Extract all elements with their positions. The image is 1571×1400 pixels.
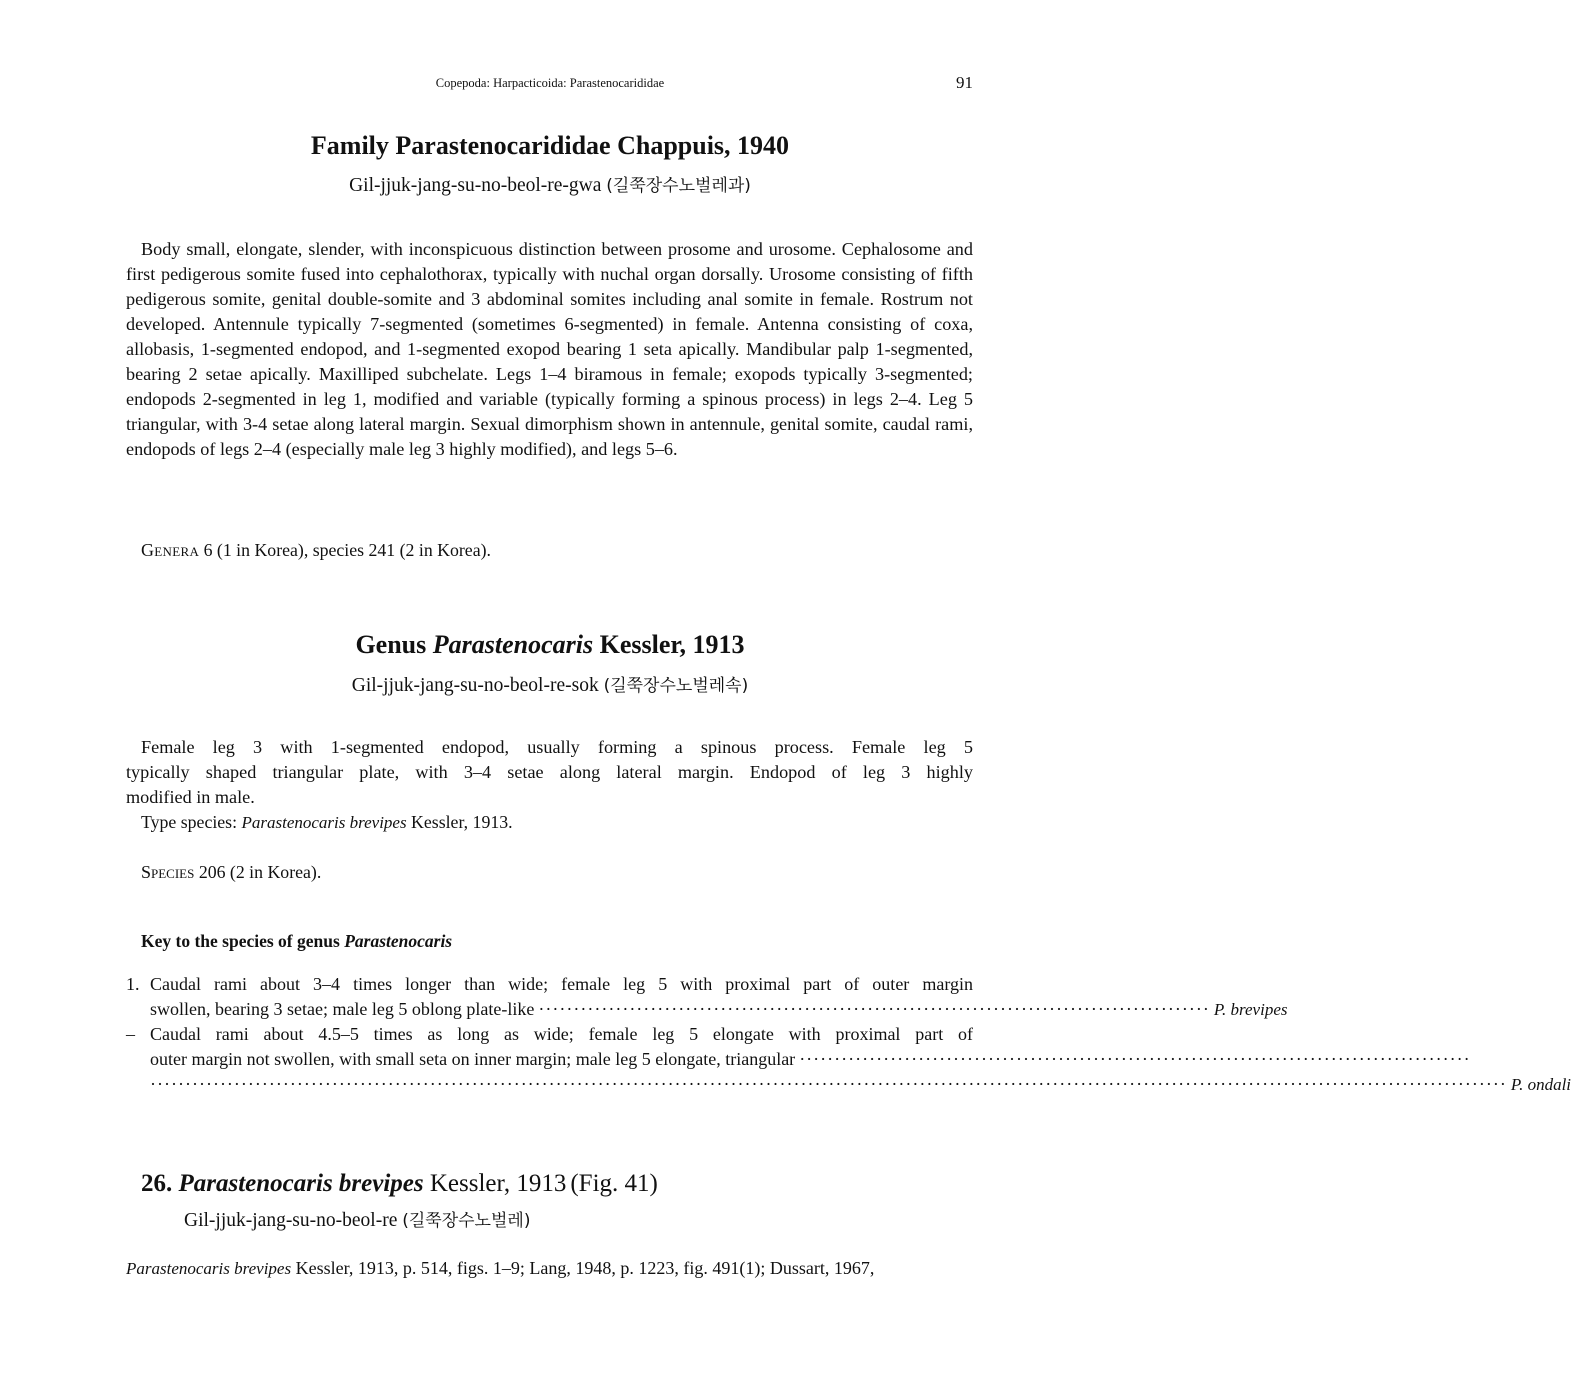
family-title: Family Parastenocarididae Chappuis, 1940 [310, 131, 790, 160]
key-destination-1: P. brevipes [1213, 1000, 1288, 1019]
family-korean-hangul: (길쭉장수노벌레과) [606, 176, 751, 196]
type-species-author: Kessler, 1913. [411, 812, 513, 832]
page-number: 91 [956, 73, 973, 92]
key-leader-dots: ································································································ [538, 999, 1210, 1019]
genera-text: 6 (1 in Korea), species 241 (2 in Korea). [203, 540, 491, 560]
key-leader-dots: ·································································································································································································· [150, 1074, 1507, 1094]
family-korean-romanized: Gil-jjuk-jang-su-no-beol-re-gwa [349, 175, 602, 196]
species-count [141, 860, 321, 885]
genus-description-line-2: typically shaped triangular plate, with 3–4 setae along lateral margin. Endopod of leg 3 highly [126, 762, 973, 782]
type-species-label: Type species: [141, 812, 238, 832]
genus-description [126, 735, 973, 810]
genus-korean-name [0, 671, 1100, 697]
key-heading-genus: Parastenocaris [344, 931, 453, 951]
species-count-text: 206 (2 in Korea). [198, 862, 322, 882]
species-number: 26. [141, 1170, 173, 1197]
key-entry-1-line-2: swollen, bearing 3 setae; male leg 5 oblong plate-like [150, 999, 535, 1019]
key-heading: Key to the species of genus Parastenocaris [141, 931, 453, 951]
key-leader-dots: ································································································ [799, 1049, 1471, 1069]
key-entry-2 [126, 1022, 1571, 1097]
species-figure-ref: (Fig. 41) [570, 1170, 658, 1197]
type-species [141, 810, 513, 835]
genera-count [141, 538, 491, 564]
key-entry-2-line-1: Caudal rami about 4.5–5 times as long as wide; female leg 5 elongate with proximal part of [150, 1024, 973, 1044]
species-name: Parastenocaris brevipes [178, 1170, 424, 1197]
running-head: Copepoda: Harpacticoida: Parastenocarididae [435, 76, 665, 90]
species-author: Kessler, 1913 [429, 1170, 567, 1197]
key-entry-2-line-2: outer margin not swollen, with small seta on inner margin; male leg 5 elongate, triangular [150, 1049, 796, 1069]
key-entry-1 [126, 972, 1288, 1022]
family-description-text: Body small, elongate, slender, with inconspicuous distinction between prosome and urosome. Cephalosome and first pedigerous somite fused into cephalothorax, typically with nuchal organ dorsally. Urosome consisting of fifth pedigerous somite, genital double-somite and 3 abdominal somites including anal somite in female. Rostrum not developed. Antennule typically 7-segmented (sometimes 6-segmented) in female. Antenna consisting of coxa, allobasis, 1-segmented endopod, and 1-segmented exopod bearing 1 seta apically. Mandibular palp 1-segmented, bearing 2 setae apically. Maxilliped subchelate. Legs 1–4 biramous in female; exopods typically 3-segmented; endopods 2-segmented in leg 1, modified and variable (typically forming a spinous process) in legs 2–4. Leg 5 triangular, with 3-4 setae along lateral margin. Sexual dimorphism shown in antennule, genital somite, caudal rami, endopods of legs 2–4 (especially male leg 3 highly modified), and legs 5–6. [126, 239, 973, 459]
species-korean-hangul: (길쭉장수노벌레) [402, 1211, 531, 1231]
species-label: Species [141, 862, 195, 882]
genus-name: Parastenocaris [432, 630, 594, 659]
type-species-name: Parastenocaris brevipes [241, 813, 407, 832]
synonymy-line [126, 1256, 973, 1281]
key-marker-1: 1. [126, 974, 140, 994]
species-korean-name [184, 1206, 530, 1232]
synonymy-text: Kessler, 1913, p. 514, figs. 1–9; Lang, 1948, p. 1223, fig. 491(1); Dussart, 1967, [295, 1258, 875, 1278]
synonymy-name: Parastenocaris brevipes [126, 1259, 292, 1278]
genus-title: Genus Parastenocaris Kessler, 1913 [355, 630, 745, 659]
species-korean-romanized: Gil-jjuk-jang-su-no-beol-re [184, 1210, 398, 1231]
genera-label: Genera [141, 540, 200, 560]
genus-korean-hangul: (길쭉장수노벌레속) [603, 676, 749, 696]
key-destination-2: P. ondali [1510, 1075, 1571, 1094]
key-marker-2: – [126, 1024, 135, 1044]
key-entry-1-line-1: Caudal rami about 3–4 times longer than wide; female leg 5 with proximal part of outer margin [150, 974, 973, 994]
genus-korean-romanized: Gil-jjuk-jang-su-no-beol-re-sok [351, 675, 599, 696]
genus-description-line-1: Female leg 3 with 1-segmented endopod, usually forming a spinous process. Female leg 5 [141, 737, 973, 757]
species-heading [141, 1170, 658, 1198]
family-description [126, 237, 973, 462]
family-korean-name [0, 171, 1100, 197]
genus-description-line-3: modified in male. [126, 787, 255, 807]
